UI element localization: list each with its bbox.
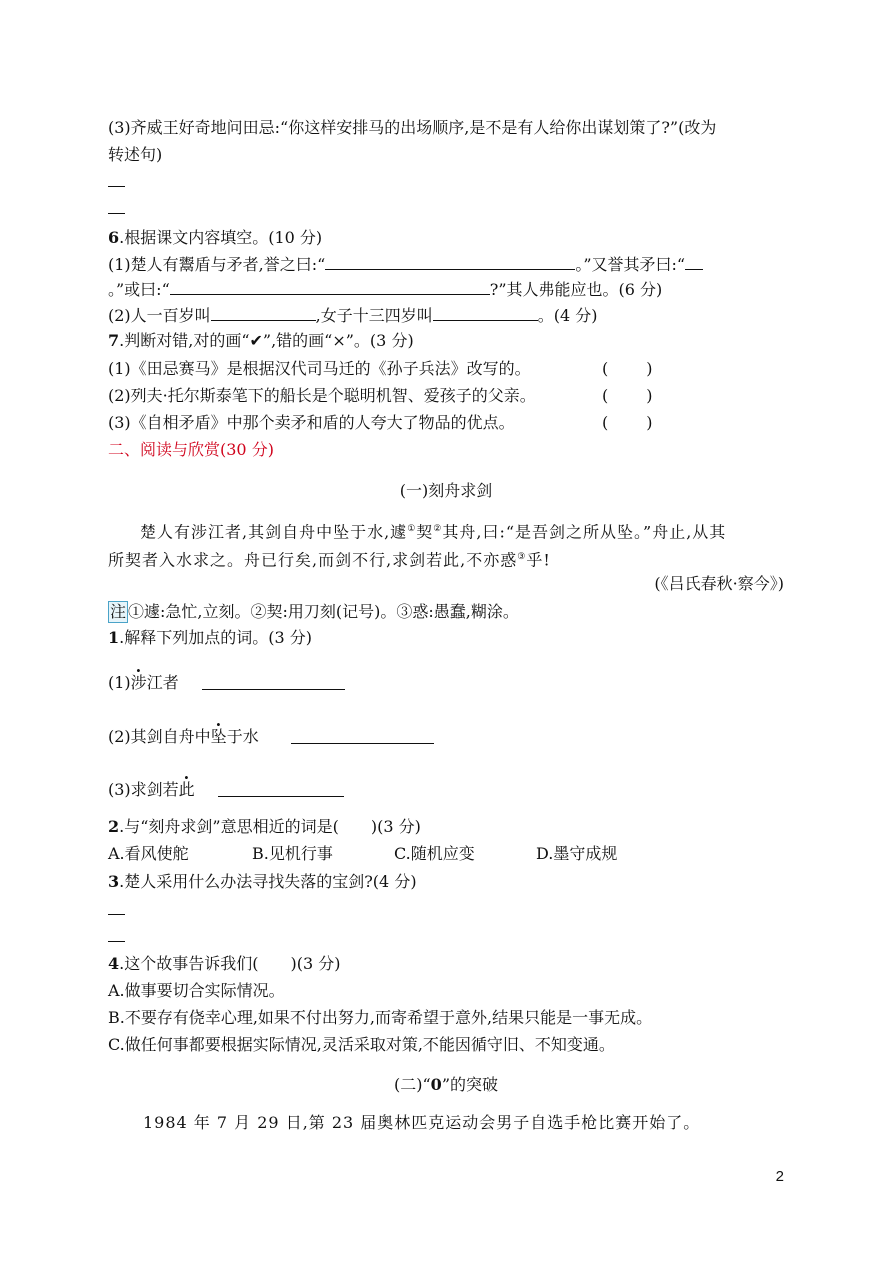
note-text: ①遽:急忙,立刻。②契:用刀刻(记号)。③惑:愚蠢,糊涂。	[128, 602, 519, 621]
r1-item-rest: 于水	[226, 727, 259, 746]
footnote-marker: ③	[517, 552, 527, 562]
q6-part1-line1	[108, 253, 703, 275]
r1-item	[108, 727, 259, 747]
q6-part1-text-c: 。”或曰:“	[108, 280, 170, 299]
r4-option-a[interactable]: A.做事要切合实际情况。	[108, 981, 285, 1000]
blank-question[interactable]	[170, 278, 490, 295]
passage1-text: 所契者入水求之。舟已行矣,而剑不行,求剑若此,不亦惑	[108, 550, 518, 570]
bracket-open: (	[602, 413, 609, 432]
r2-option-a[interactable]: A.看风使舵	[108, 844, 189, 863]
dotted-word: 坠	[210, 727, 227, 746]
passage1-line1	[140, 519, 726, 542]
r4-title	[108, 954, 340, 974]
answer-bracket[interactable]	[602, 413, 653, 433]
r3-number: 3	[108, 872, 120, 891]
passage1-title: (一)刻舟求剑	[399, 481, 493, 500]
r1-item	[108, 673, 179, 693]
q6-part1-text-d: ?”其人弗能应也。(6 分)	[489, 280, 663, 299]
q6-number: 6	[108, 228, 120, 247]
footnote-marker: ①	[407, 524, 417, 534]
dotted-word: 此	[178, 780, 195, 799]
answer-bracket[interactable]	[602, 359, 653, 379]
q7-item-text: (3)《自相矛盾》中那个卖矛和盾的人夸大了物品的优点。	[108, 413, 515, 432]
note-label: 注	[110, 602, 127, 621]
r1-title-text: .解释下列加点的词。(3 分)	[119, 628, 312, 647]
passage1-text: 其舟,曰:“是吾剑之所从坠。”舟止,从其	[442, 522, 727, 542]
q7-title	[108, 331, 414, 351]
q6-part1-text-b: 。”又誉其矛曰:“	[575, 255, 686, 274]
q7-item	[108, 359, 531, 379]
r3-title-text: .楚人采用什么办法寻找失落的宝剑?(4 分)	[119, 872, 417, 891]
passage1-line2	[108, 547, 551, 570]
answer-bracket[interactable]	[602, 386, 653, 406]
answer-line[interactable]	[108, 186, 125, 187]
q6-part2	[108, 304, 598, 326]
passage2-title	[0, 1075, 892, 1095]
bracket-close: )	[646, 359, 653, 378]
bracket-open: (	[602, 359, 609, 378]
q6-part2-text-c: 。(4 分)	[537, 306, 598, 325]
passage1-text: 乎!	[526, 550, 551, 570]
r1-item-rest: 江者	[146, 673, 179, 692]
r1-item-prefix: (3)求剑若	[108, 780, 179, 799]
r2-title	[108, 817, 421, 837]
r2-option-b[interactable]: B.见机行事	[252, 844, 333, 863]
r2-title-text: .与“刻舟求剑”意思相近的词是( )(3 分)	[119, 817, 421, 836]
r3-title	[108, 872, 417, 892]
bracket-close: )	[646, 386, 653, 405]
r2-option-c[interactable]: C.随机应变	[394, 844, 475, 863]
r4-number: 4	[108, 954, 120, 973]
answer-line[interactable]	[108, 941, 125, 942]
r4-option-c[interactable]: C.做任何事都要根据实际情况,灵活采取对策,不能因循守旧、不知变通。	[108, 1035, 615, 1054]
q7-item-text: (2)列夫·托尔斯泰笔下的船长是个聪明机智、爱孩子的父亲。	[108, 386, 536, 405]
r1-item-prefix: (1)	[108, 673, 131, 692]
q5-3-line1: (3)齐威王好奇地问田忌:“你这样安排马的出场顺序,是不是有人给你出谋划策了?”(改为	[108, 118, 717, 137]
q7-item	[108, 413, 515, 433]
blank-spear-praise[interactable]	[685, 253, 703, 270]
passage1-source: (《吕氏春秋·察今》)	[654, 574, 784, 593]
q7-item	[108, 386, 536, 406]
footnote-marker: ②	[433, 524, 443, 534]
passage2-title-text: ”的突破	[441, 1075, 498, 1094]
answer-blank[interactable]	[202, 673, 345, 690]
q7-item-text: (1)《田忌赛马》是根据汉代司马迁的《孙子兵法》改写的。	[108, 359, 531, 378]
r2-number: 2	[108, 817, 120, 836]
answer-blank[interactable]	[218, 780, 344, 797]
q6-part2-text-b: ,女子十三四岁叫	[315, 306, 433, 325]
q6-part1-text-a: (1)楚人有鬻盾与矛者,誉之曰:“	[108, 255, 326, 274]
r1-title	[108, 628, 312, 648]
page-number: 2	[775, 1168, 784, 1185]
answer-blank[interactable]	[291, 727, 434, 744]
q7-number: 7	[108, 331, 120, 350]
passage2-line1: 1984 年 7 月 29 日,第 23 届奥林匹克运动会男子自选手枪比赛开始了。	[143, 1113, 701, 1132]
blank-girl-age[interactable]	[433, 304, 538, 321]
q6-title	[108, 228, 322, 248]
passage1-text: 楚人有涉江者,其剑自舟中坠于水,遽	[140, 522, 408, 542]
r1-item	[108, 780, 195, 800]
blank-hundred-years[interactable]	[211, 304, 316, 321]
r4-title-text: .这个故事告诉我们( )(3 分)	[119, 954, 341, 973]
passage2-title-zero: 0	[430, 1075, 442, 1094]
r4-option-b[interactable]: B.不要存有侥幸心理,如果不付出努力,而寄希望于意外,结果只能是一事无成。	[108, 1008, 653, 1027]
r1-item-prefix: (2)其剑自舟中	[108, 727, 211, 746]
q6-part1-line2	[108, 278, 662, 300]
bracket-open: (	[602, 386, 609, 405]
q5-3-line2: 转述句)	[108, 145, 163, 164]
q7-title-text: .判断对错,对的画“✔”,错的画“×”。(3 分)	[119, 331, 414, 350]
passage1-notes	[108, 601, 519, 623]
dotted-word: 涉	[130, 673, 147, 692]
q6-title-text: .根据课文内容填空。(10 分)	[119, 228, 323, 247]
answer-line[interactable]	[108, 914, 125, 915]
section-title: 二、阅读与欣赏(30 分)	[108, 440, 274, 459]
r1-number: 1	[108, 628, 120, 647]
q6-part2-text-a: (2)人一百岁叫	[108, 306, 211, 325]
answer-line[interactable]	[108, 213, 125, 214]
passage1-text: 契	[416, 522, 434, 542]
r2-option-d[interactable]: D.墨守成规	[536, 844, 618, 863]
bracket-close: )	[646, 413, 653, 432]
passage2-title-text: (二)“	[394, 1075, 431, 1094]
blank-shield-praise[interactable]	[325, 253, 575, 270]
